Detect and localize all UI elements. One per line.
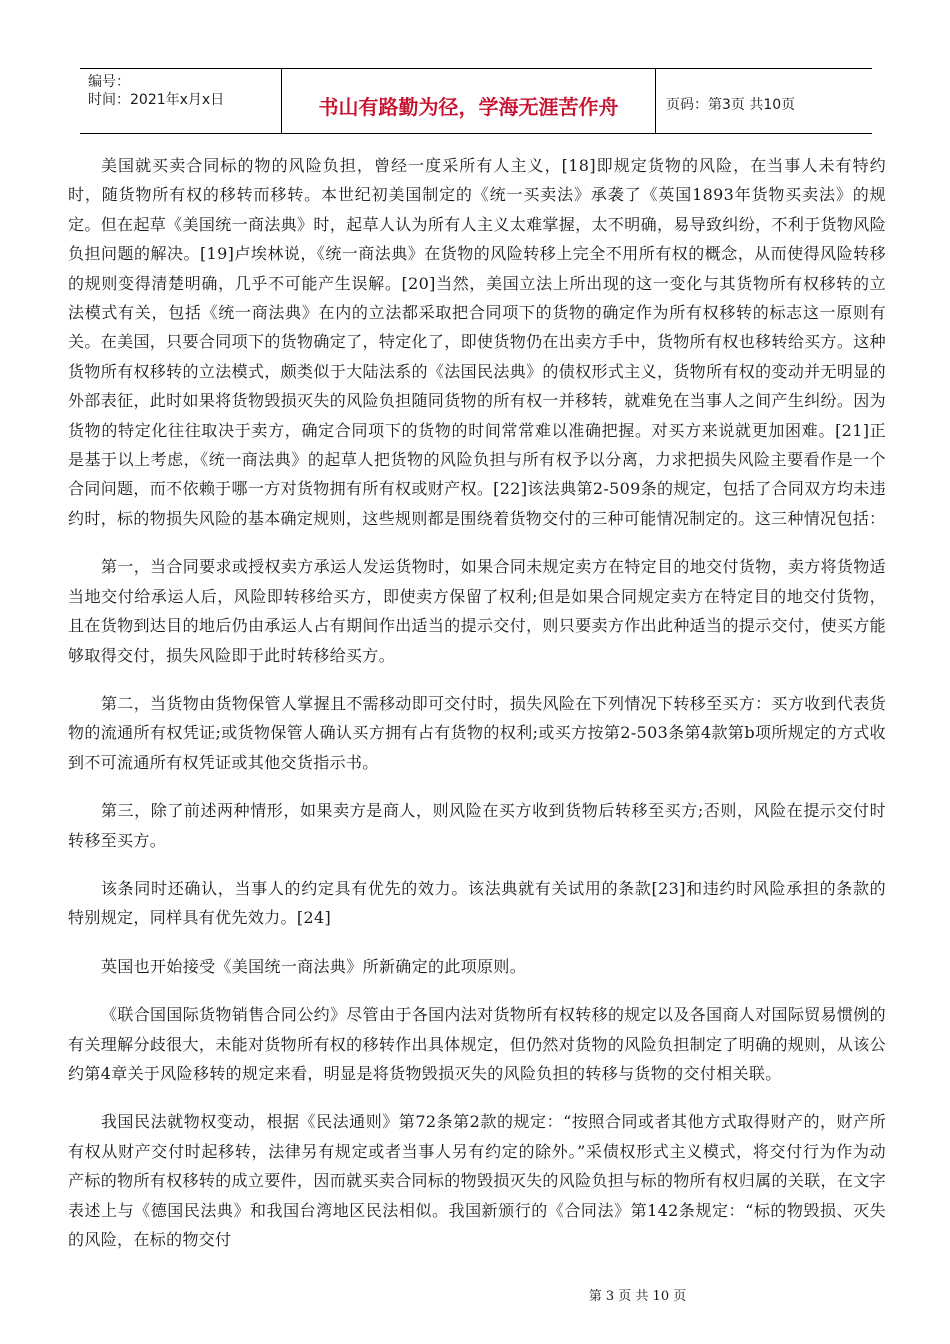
paragraph-4: 第三，除了前述两种情形，如果卖方是商人，则风险在买方收到货物后转移至买方;否则，风险在提示交付时转移至买方。: [68, 801, 886, 850]
paragraph-8: 我国民法就物权变动，根据《民法通则》第72条第2款的规定：“按照合同或者其他方式取得财产的，财产所有权从财产交付时起移转，法律另有规定或者当事人另有约定的除外。”采债权形式主义模式，将交付行为作为动产标的物所有权移转的成立要件，因而就买卖合同标的物毁损灭失的风险负担与标的物所有权归属的关联，在文字表述上与《德国民法典》和我国台湾地区民法相似。我国新颁行的《合同法》第142条规定：“标的物毁损、灭失的风险，在标的物交付: [68, 1112, 886, 1249]
document-body: [68, 151, 886, 1273]
document-number-label: 编号：: [88, 74, 130, 90]
paragraph-2: 第一，当合同要求或授权卖方承运人发运货物时，如果合同未规定卖方在特定目的地交付货物，卖方将货物适当地交付给承运人后，风险即转移给买方，即使卖方保留了权利;但是如果合同规定卖方在特定目的地交付货物，且在货物到达目的地后仍由承运人占有期间作出适当的提示交付，则只要卖方作出此种适当的提示交付，使买方能够取得交付，损失风险即于此时转移给买方。: [68, 557, 886, 665]
header-meta: [80, 69, 282, 133]
paragraph-1: 美国就买卖合同标的物的风险负担，曾经一度采所有人主义，[18]即规定货物的风险，在当事人未有特约时，随货物所有权的移转而移转。本世纪初美国制定的《统一买卖法》承袭了《英国1893年货物买卖法》的规定。但在起草《美国统一商法典》时，起草人认为所有人主义太难掌握，太不明确，易导致纠纷，不利于货物风险负担问题的解决。[19]卢埃林说，《统一商法典》在货物的风险转移上完全不用所有权的概念，从而使得风险转移的规则变得清楚明确，几乎不可能产生误解。[20]当然，美国立法上所出现的这一变化与其货物所有权移转的立法模式有关，包括《统一商法典》在内的立法都采取把合同项下的货物的确定作为所有权移转的标志这一原则有关。在美国，只要合同项下的货物确定了，特定化了，即使货物仍在出卖方手中，货物所有权也移转给买方。这种货物所有权移转的立法模式，颇类似于大陆法系的《法国民法典》的债权形式主义，货物所有权的变动并无明显的外部表征，此时如果将货物毁损灭失的风险负担随同货物的所有权一并移转，就难免在当事人之间产生纠纷。因为货物的特定化往往取决于卖方，确定合同项下的货物的时间常常难以准确把握。对买方来说就更加困难。[21]正是基于以上考虑，《统一商法典》的起草人把货物的风险负担与所有权予以分离，力求把损失风险主要看作是一个合同问题，而不依赖于哪一方对货物拥有所有权或财产权。[22]该法典第2-509条的规定，包括了合同双方均未违约时，标的物损失风险的基本确定规则，这些规则都是围绕着货物交付的三种可能情况制定的。这三种情况包括：: [68, 156, 886, 528]
paragraph-6: 英国也开始接受《美国统一商法典》所新确定的此项原则。: [101, 956, 527, 976]
page-header: [80, 68, 872, 134]
paragraph-7: 《联合国国际货物销售合同公约》尽管由于各国内法对货物所有权转移的规定以及各国商人对国际贸易惯例的有关理解分歧很大，未能对货物所有权的移转作出具体规定，但仍然对货物的风险负担制定了明确的规则，从该公约第4章关于风险移转的规定来看，明显是将货物毁损灭失的风险负担的转移与货物的交付相关联。: [68, 1005, 886, 1083]
header-page-info: 页码：第3页 共10页: [666, 97, 796, 113]
header-motto: 书山有路勤为径，学海无涯苦作舟: [282, 69, 656, 133]
page-footer: 第 3 页 共 10 页: [588, 1289, 687, 1304]
paragraph-5: 该条同时还确认，当事人的约定具有优先的效力。该法典就有关试用的条款[23]和违约时风险承担的条款的特别规定，同样具有优先效力。[24]: [68, 878, 886, 928]
paragraph-3: 第二，当货物由货物保管人掌握且不需移动即可交付时，损失风险在下列情况下转移至买方：买方收到代表货物的流通所有权凭证;或货物保管人确认买方拥有占有货物的权利;或买方按第2-503条第4款第b项所规定的方式收到不可流通所有权凭证或其他交货指示书。: [68, 693, 886, 772]
document-time-label: 时间：2021年x月x日: [88, 92, 225, 108]
